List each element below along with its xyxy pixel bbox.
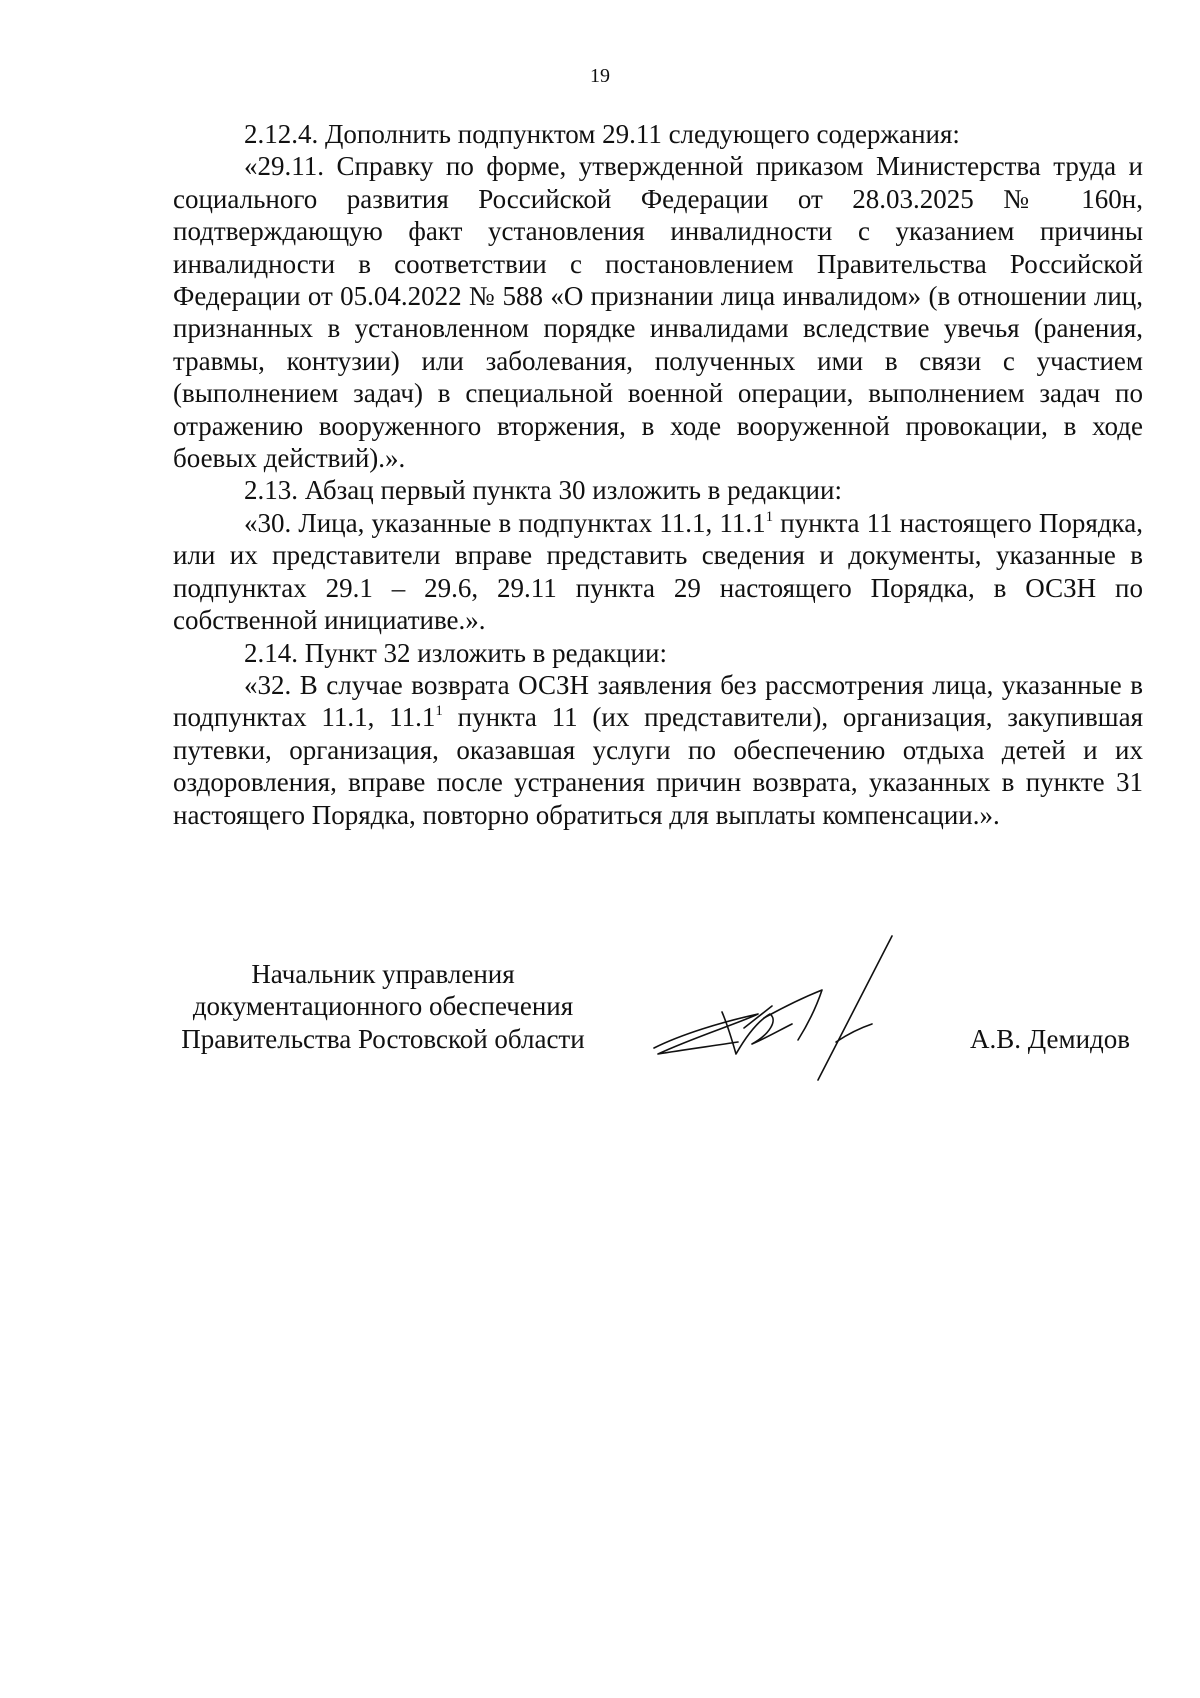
- signer-name: А.В. Демидов: [970, 1024, 1131, 1054]
- position-line: документационного обеспечения: [192, 991, 574, 1022]
- paragraph-32-text-start: «32. В случае возврата ОСЗН заявления без рассмотрения лица, указанные в подпунктах 11.1, 11.1: [173, 669, 1143, 733]
- handwritten-signature: [652, 930, 932, 1100]
- paragraph-30-text-start: «30. Лица, указанные в подпунктах 11.1, 11.1: [244, 507, 766, 538]
- page-number: 19: [590, 65, 610, 87]
- paragraph-30-text-end: пункта 11 настоящего Порядка, или их представители вправе представить сведения и документы, указанные в подпунктах 29.1 – 29.6, 29.11 пункта 29 настоящего Порядка, в ОСЗН по собственной инициативе.».: [173, 507, 1143, 636]
- superscript: 1: [765, 508, 774, 525]
- paragraph-2-12-4: 2.12.4. Дополнить подпунктом 29.11 следующего содержания:: [244, 119, 960, 149]
- document-body: [173, 118, 1143, 831]
- paragraph-2-13: 2.13. Абзац первый пункта 30 изложить в редакции:: [244, 475, 842, 506]
- paragraph-30: [173, 507, 1143, 637]
- superscript: 1: [435, 703, 443, 720]
- paragraph-32-text-end: пункта 11 (их представители), организация, закупившая путевки, организация, оказавшая услуги по обеспечению отдыха детей и их оздоровления, вправе после устранения причин возврата, указанных в пункте 31 настоящего Порядка, повторно обратиться для выплаты компенсации.».: [173, 702, 1143, 830]
- paragraph-29-11: «29.11. Справку по форме, утвержденной приказом Министерства труда и социального развития Российской Федерации от 28.03.2025 № 160н, подтверждающую факт установления инвалидности с указанием причины инвалидности в соответствии с постановлением Правительства Российской Федерации от 05.04.2022 № 588 «О признании лица инвалидом» (в отношении лиц, признанных в установленном порядке инвалидами вследствие увечья (ранения, травмы, контузии) или заболевания, полученных ими в связи с участием (выполнением задач) в специальной военной операции, выполнением задач по отражению вооруженного вторжения, в ходе вооруженной провокации, в ходе боевых действий).».: [173, 151, 1143, 474]
- position-line: Правительства Ростовской области: [181, 1023, 585, 1054]
- signatory-position: [173, 958, 593, 1055]
- paragraph-32: [173, 669, 1143, 831]
- paragraph-2-14: 2.14. Пункт 32 изложить в редакции:: [244, 637, 667, 668]
- position-line: Начальник управления: [251, 959, 515, 989]
